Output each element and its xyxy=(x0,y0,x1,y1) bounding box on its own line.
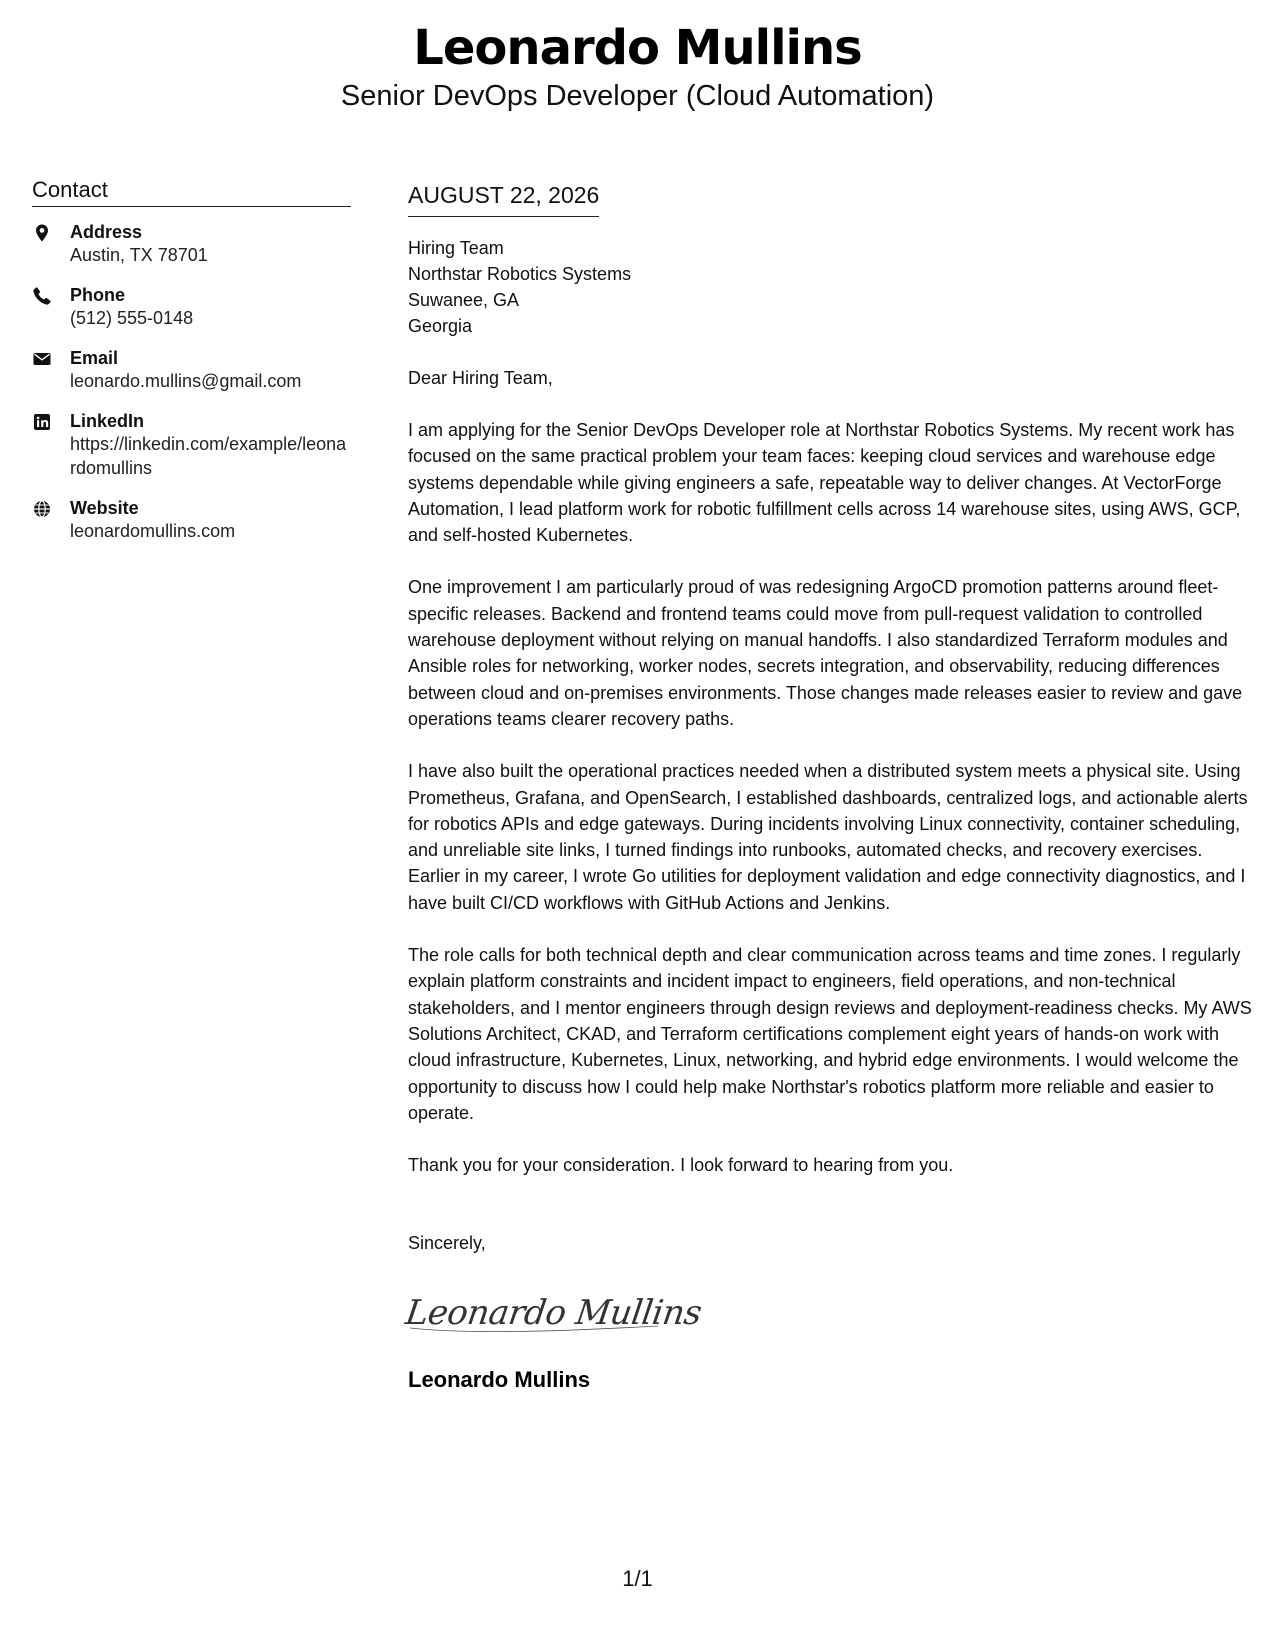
contact-address xyxy=(32,221,351,267)
svg-text:Leonardo Mullins: Leonardo Mullins xyxy=(403,1293,704,1334)
contact-value[interactable]: leonardomullins.com xyxy=(70,521,236,541)
envelope-icon xyxy=(32,347,70,370)
page-header xyxy=(0,18,1275,114)
recipient-line: Northstar Robotics Systems xyxy=(408,264,632,284)
contact-website xyxy=(32,497,351,543)
contact-sidebar xyxy=(32,176,351,560)
body-paragraph: Thank you for your consideration. I look forward to hearing from you. xyxy=(408,1155,954,1176)
recipient-line: Georgia xyxy=(408,316,473,336)
page-number: 1/1 xyxy=(622,1566,653,1591)
contact-label: Website xyxy=(70,498,139,518)
letter-date: AUGUST 22, 2026 xyxy=(408,180,599,217)
contact-phone xyxy=(32,284,351,330)
contact-heading: Contact xyxy=(32,176,351,207)
recipient-line: Suwanee, GA xyxy=(408,290,520,310)
body-paragraph: One improvement I am particularly proud of was redesigning ArgoCD promotion patterns around fleet-specific releases. Backend and frontend teams could move from pull-request validation to controlled warehouse deployment without relying on manual handoffs. I also standardized Terraform modules and Ansible roles for networking, worker nodes, secrets integration, and observability, reducing differences between cloud and on-premises environments. Those changes made releases easier to review and gave operations teams clearer recovery paths. xyxy=(408,577,1243,729)
linkedin-icon xyxy=(32,410,70,433)
salutation: Dear Hiring Team, xyxy=(408,368,553,388)
applicant-name: Leonardo Mullins xyxy=(413,20,862,76)
handwritten-signature xyxy=(403,1284,1253,1344)
body-paragraph: I am applying for the Senior DevOps Developer role at Northstar Robotics Systems. My recent work has focused on the same practical problem your team faces: keeping cloud services and warehouse edge systems dependable while giving engineers a safe, repeatable way to deliver changes. At VectorForge Automation, I lead platform work for robotic fulfillment cells across 14 warehouse sites, using AWS, GCP, and self-hosted Kubernetes. xyxy=(408,420,1241,546)
globe-icon xyxy=(32,497,70,520)
contact-linkedin xyxy=(32,410,351,480)
body-paragraph: I have also built the operational practices needed when a distributed system meets a physical site. Using Prometheus, Grafana, and OpenSearch, I established dashboards, centralized logs, and actionable alerts for robotics APIs and edge gateways. During incidents involving Linux connectivity, container scheduling, and unreliable site links, I turned findings into runbooks, automated checks, and recovery exercises. Earlier in my career, I wrote Go utilities for deployment validation and edge connectivity diagnostics, and I have built CI/CD workflows with GitHub Actions and Jenkins. xyxy=(408,761,1248,913)
closing: Sincerely, xyxy=(408,1233,486,1254)
signed-name: Leonardo Mullins xyxy=(408,1367,591,1393)
contact-label: Address xyxy=(70,222,143,242)
recipient-block xyxy=(408,235,1253,339)
contact-value[interactable]: https://linkedin.com/example/leonardomullins xyxy=(70,434,347,478)
contact-value: Austin, TX 78701 xyxy=(70,245,208,265)
contact-email xyxy=(32,347,351,393)
contact-value: leonardo.mullins@gmail.com xyxy=(70,371,302,391)
map-pin-icon xyxy=(32,221,70,244)
contact-list xyxy=(32,221,351,543)
contact-value: (512) 555-0148 xyxy=(70,308,194,328)
letter-body xyxy=(403,180,1253,1394)
job-title: Senior DevOps Developer (Cloud Automation) xyxy=(340,80,935,112)
contact-label: Phone xyxy=(70,285,126,305)
contact-label: LinkedIn xyxy=(70,411,145,431)
body-paragraph: The role calls for both technical depth and clear communication across teams and time zones. I regularly explain platform constraints and incident impact to engineers, field operations, and non-technical stakeholders, and I mentor engineers through design reviews and deployment-readiness checks. My AWS Solutions Architect, CKAD, and Terraform certifications complement eight years of hands-on work with cloud infrastructure, Kubernetes, Linux, networking, and hybrid edge environments. I would welcome the opportunity to discuss how I could help make Northstar's robotics platform more reliable and easier to operate. xyxy=(408,945,1252,1123)
phone-icon xyxy=(32,284,70,307)
recipient-line: Hiring Team xyxy=(408,238,504,258)
contact-label: Email xyxy=(70,348,119,368)
